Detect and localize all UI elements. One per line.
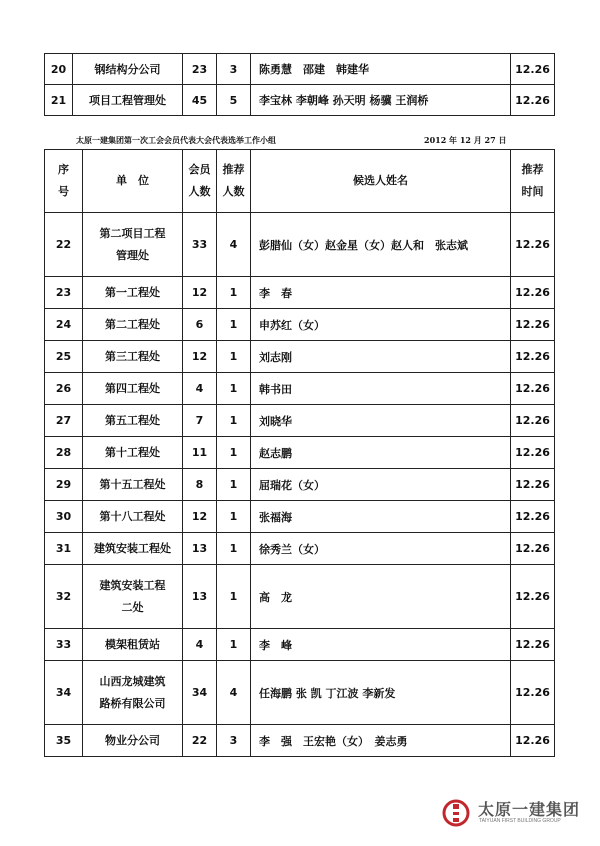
row-recommended: 1 [217, 437, 251, 469]
table-row [45, 565, 555, 629]
row-unit [83, 309, 183, 341]
row-candidate-names: 韩书田 [251, 373, 511, 405]
table-row [45, 629, 555, 661]
row-candidate-names: 李 强 王宏艳（女） 姜志勇 [251, 725, 511, 757]
row-recommended: 5 [217, 85, 251, 116]
row-time: 12.26 [511, 277, 555, 309]
unit-line: 建筑安装工程 [99, 578, 166, 592]
row-number: 20 [45, 54, 73, 85]
row-unit: 项目工程管理处 [73, 85, 183, 116]
unit-line: 第二项目工程 [99, 226, 166, 240]
table-row [45, 213, 555, 277]
table-row [45, 85, 555, 116]
row-unit [83, 437, 183, 469]
candidate-table [44, 149, 555, 757]
row-time: 12.26 [511, 725, 555, 757]
row-unit: 钢结构分公司 [73, 54, 183, 85]
unit-line: 第十五工程处 [99, 477, 166, 491]
row-recommended: 1 [217, 341, 251, 373]
row-number: 27 [45, 405, 83, 437]
row-candidate-names: 陈勇慧 邵建 韩建华 [251, 54, 511, 85]
row-recommended: 1 [217, 629, 251, 661]
row-time: 12.26 [511, 565, 555, 629]
row-unit [83, 277, 183, 309]
unit-line: 第四工程处 [105, 381, 160, 395]
table-row [45, 469, 555, 501]
table-row [45, 661, 555, 725]
row-members: 7 [183, 405, 217, 437]
unit-line: 第三工程处 [105, 349, 160, 363]
row-number: 21 [45, 85, 73, 116]
row-unit [83, 469, 183, 501]
table-row [45, 725, 555, 757]
row-recommended: 3 [217, 54, 251, 85]
header-unit: 单 位 [83, 150, 183, 213]
company-logo [442, 797, 592, 831]
row-time: 12.26 [511, 213, 555, 277]
row-members: 13 [183, 565, 217, 629]
table-row [45, 501, 555, 533]
unit-line: 山西龙城建筑 [99, 674, 166, 688]
row-members: 33 [183, 213, 217, 277]
row-number: 28 [45, 437, 83, 469]
row-number: 22 [45, 213, 83, 277]
row-recommended: 1 [217, 469, 251, 501]
row-unit [83, 213, 183, 277]
row-time: 12.26 [511, 661, 555, 725]
unit-line: 第十工程处 [105, 445, 160, 459]
row-recommended: 1 [217, 501, 251, 533]
row-number: 26 [45, 373, 83, 405]
unit-line: 第十八工程处 [99, 509, 166, 523]
logo-mark-icon [442, 799, 470, 827]
unit-line: 管理处 [116, 248, 149, 262]
row-candidate-names: 彭腊仙（女）赵金星（女）赵人和 张志斌 [251, 213, 511, 277]
row-members: 8 [183, 469, 217, 501]
header-time: 推荐 时间 [511, 150, 555, 213]
unit-line: 第一工程处 [105, 285, 160, 299]
unit-line: 二处 [121, 600, 144, 614]
row-members: 12 [183, 341, 217, 373]
caption-date: 2012 年 12 月 27 日 [424, 135, 507, 145]
row-candidate-names: 李 峰 [251, 629, 511, 661]
row-recommended: 1 [217, 565, 251, 629]
row-members: 45 [183, 85, 217, 116]
row-candidate-names: 徐秀兰（女） [251, 533, 511, 565]
row-recommended: 1 [217, 405, 251, 437]
row-time: 12.26 [511, 469, 555, 501]
row-unit [83, 629, 183, 661]
header-names: 候选人姓名 [251, 150, 511, 213]
row-candidate-names: 高 龙 [251, 565, 511, 629]
row-time: 12.26 [511, 341, 555, 373]
row-time: 12.26 [511, 85, 555, 116]
header-recommended: 推荐 人数 [217, 150, 251, 213]
row-candidate-names: 刘志刚 [251, 341, 511, 373]
row-time: 12.26 [511, 373, 555, 405]
row-members: 12 [183, 501, 217, 533]
row-unit [83, 405, 183, 437]
row-members: 6 [183, 309, 217, 341]
row-members: 4 [183, 629, 217, 661]
row-time: 12.26 [511, 501, 555, 533]
row-number: 32 [45, 565, 83, 629]
row-number: 25 [45, 341, 83, 373]
row-unit [83, 373, 183, 405]
row-unit [83, 341, 183, 373]
header-no: 序 号 [45, 150, 83, 213]
row-recommended: 4 [217, 213, 251, 277]
table-row [45, 277, 555, 309]
logo-text-cn: 太原一建集团 [478, 800, 581, 819]
row-time: 12.26 [511, 54, 555, 85]
row-recommended: 1 [217, 277, 251, 309]
unit-line: 建筑安装工程处 [94, 541, 171, 555]
row-unit [83, 725, 183, 757]
row-number: 34 [45, 661, 83, 725]
row-number: 23 [45, 277, 83, 309]
row-unit [83, 501, 183, 533]
row-unit [83, 565, 183, 629]
row-time: 12.26 [511, 533, 555, 565]
row-candidate-names: 刘晓华 [251, 405, 511, 437]
row-number: 33 [45, 629, 83, 661]
row-candidate-names: 张福海 [251, 501, 511, 533]
top-table [44, 53, 555, 116]
row-recommended: 1 [217, 533, 251, 565]
unit-line: 路桥有限公司 [99, 696, 166, 710]
row-members: 13 [183, 533, 217, 565]
row-time: 12.26 [511, 405, 555, 437]
row-members: 34 [183, 661, 217, 725]
row-members: 22 [183, 725, 217, 757]
row-members: 11 [183, 437, 217, 469]
row-recommended: 3 [217, 725, 251, 757]
row-members: 23 [183, 54, 217, 85]
row-time: 12.26 [511, 309, 555, 341]
table-row [45, 437, 555, 469]
row-unit [83, 661, 183, 725]
row-candidate-names: 李 春 [251, 277, 511, 309]
row-recommended: 4 [217, 661, 251, 725]
header-row [45, 150, 555, 213]
logo-text-en: TAIYUAN FIRST BUILDING GROUP [479, 818, 561, 824]
table-caption: 太原一建集团第一次工会会员代表大会代表选举工作小组 [76, 135, 276, 145]
row-number: 35 [45, 725, 83, 757]
table-row [45, 373, 555, 405]
row-recommended: 1 [217, 373, 251, 405]
unit-line: 物业分公司 [105, 733, 160, 747]
row-time: 12.26 [511, 437, 555, 469]
row-candidate-names: 申苏红（女） [251, 309, 511, 341]
row-members: 4 [183, 373, 217, 405]
unit-line: 模架租赁站 [105, 637, 160, 651]
row-time: 12.26 [511, 629, 555, 661]
row-members: 12 [183, 277, 217, 309]
table-row [45, 309, 555, 341]
row-number: 30 [45, 501, 83, 533]
row-number: 24 [45, 309, 83, 341]
row-number: 31 [45, 533, 83, 565]
row-recommended: 1 [217, 309, 251, 341]
row-candidate-names: 任海鹏 张 凯 丁江波 李新发 [251, 661, 511, 725]
row-unit [83, 533, 183, 565]
row-number: 29 [45, 469, 83, 501]
row-candidate-names: 赵志鹏 [251, 437, 511, 469]
unit-line: 第二工程处 [105, 317, 160, 331]
table-row [45, 533, 555, 565]
table-row [45, 54, 555, 85]
unit-line: 第五工程处 [105, 413, 160, 427]
header-members: 会员 人数 [183, 150, 217, 213]
table-row [45, 341, 555, 373]
table-row [45, 405, 555, 437]
row-candidate-names: 李宝林 李朝峰 孙天明 杨骥 王润桥 [251, 85, 511, 116]
row-candidate-names: 屈瑞花（女） [251, 469, 511, 501]
